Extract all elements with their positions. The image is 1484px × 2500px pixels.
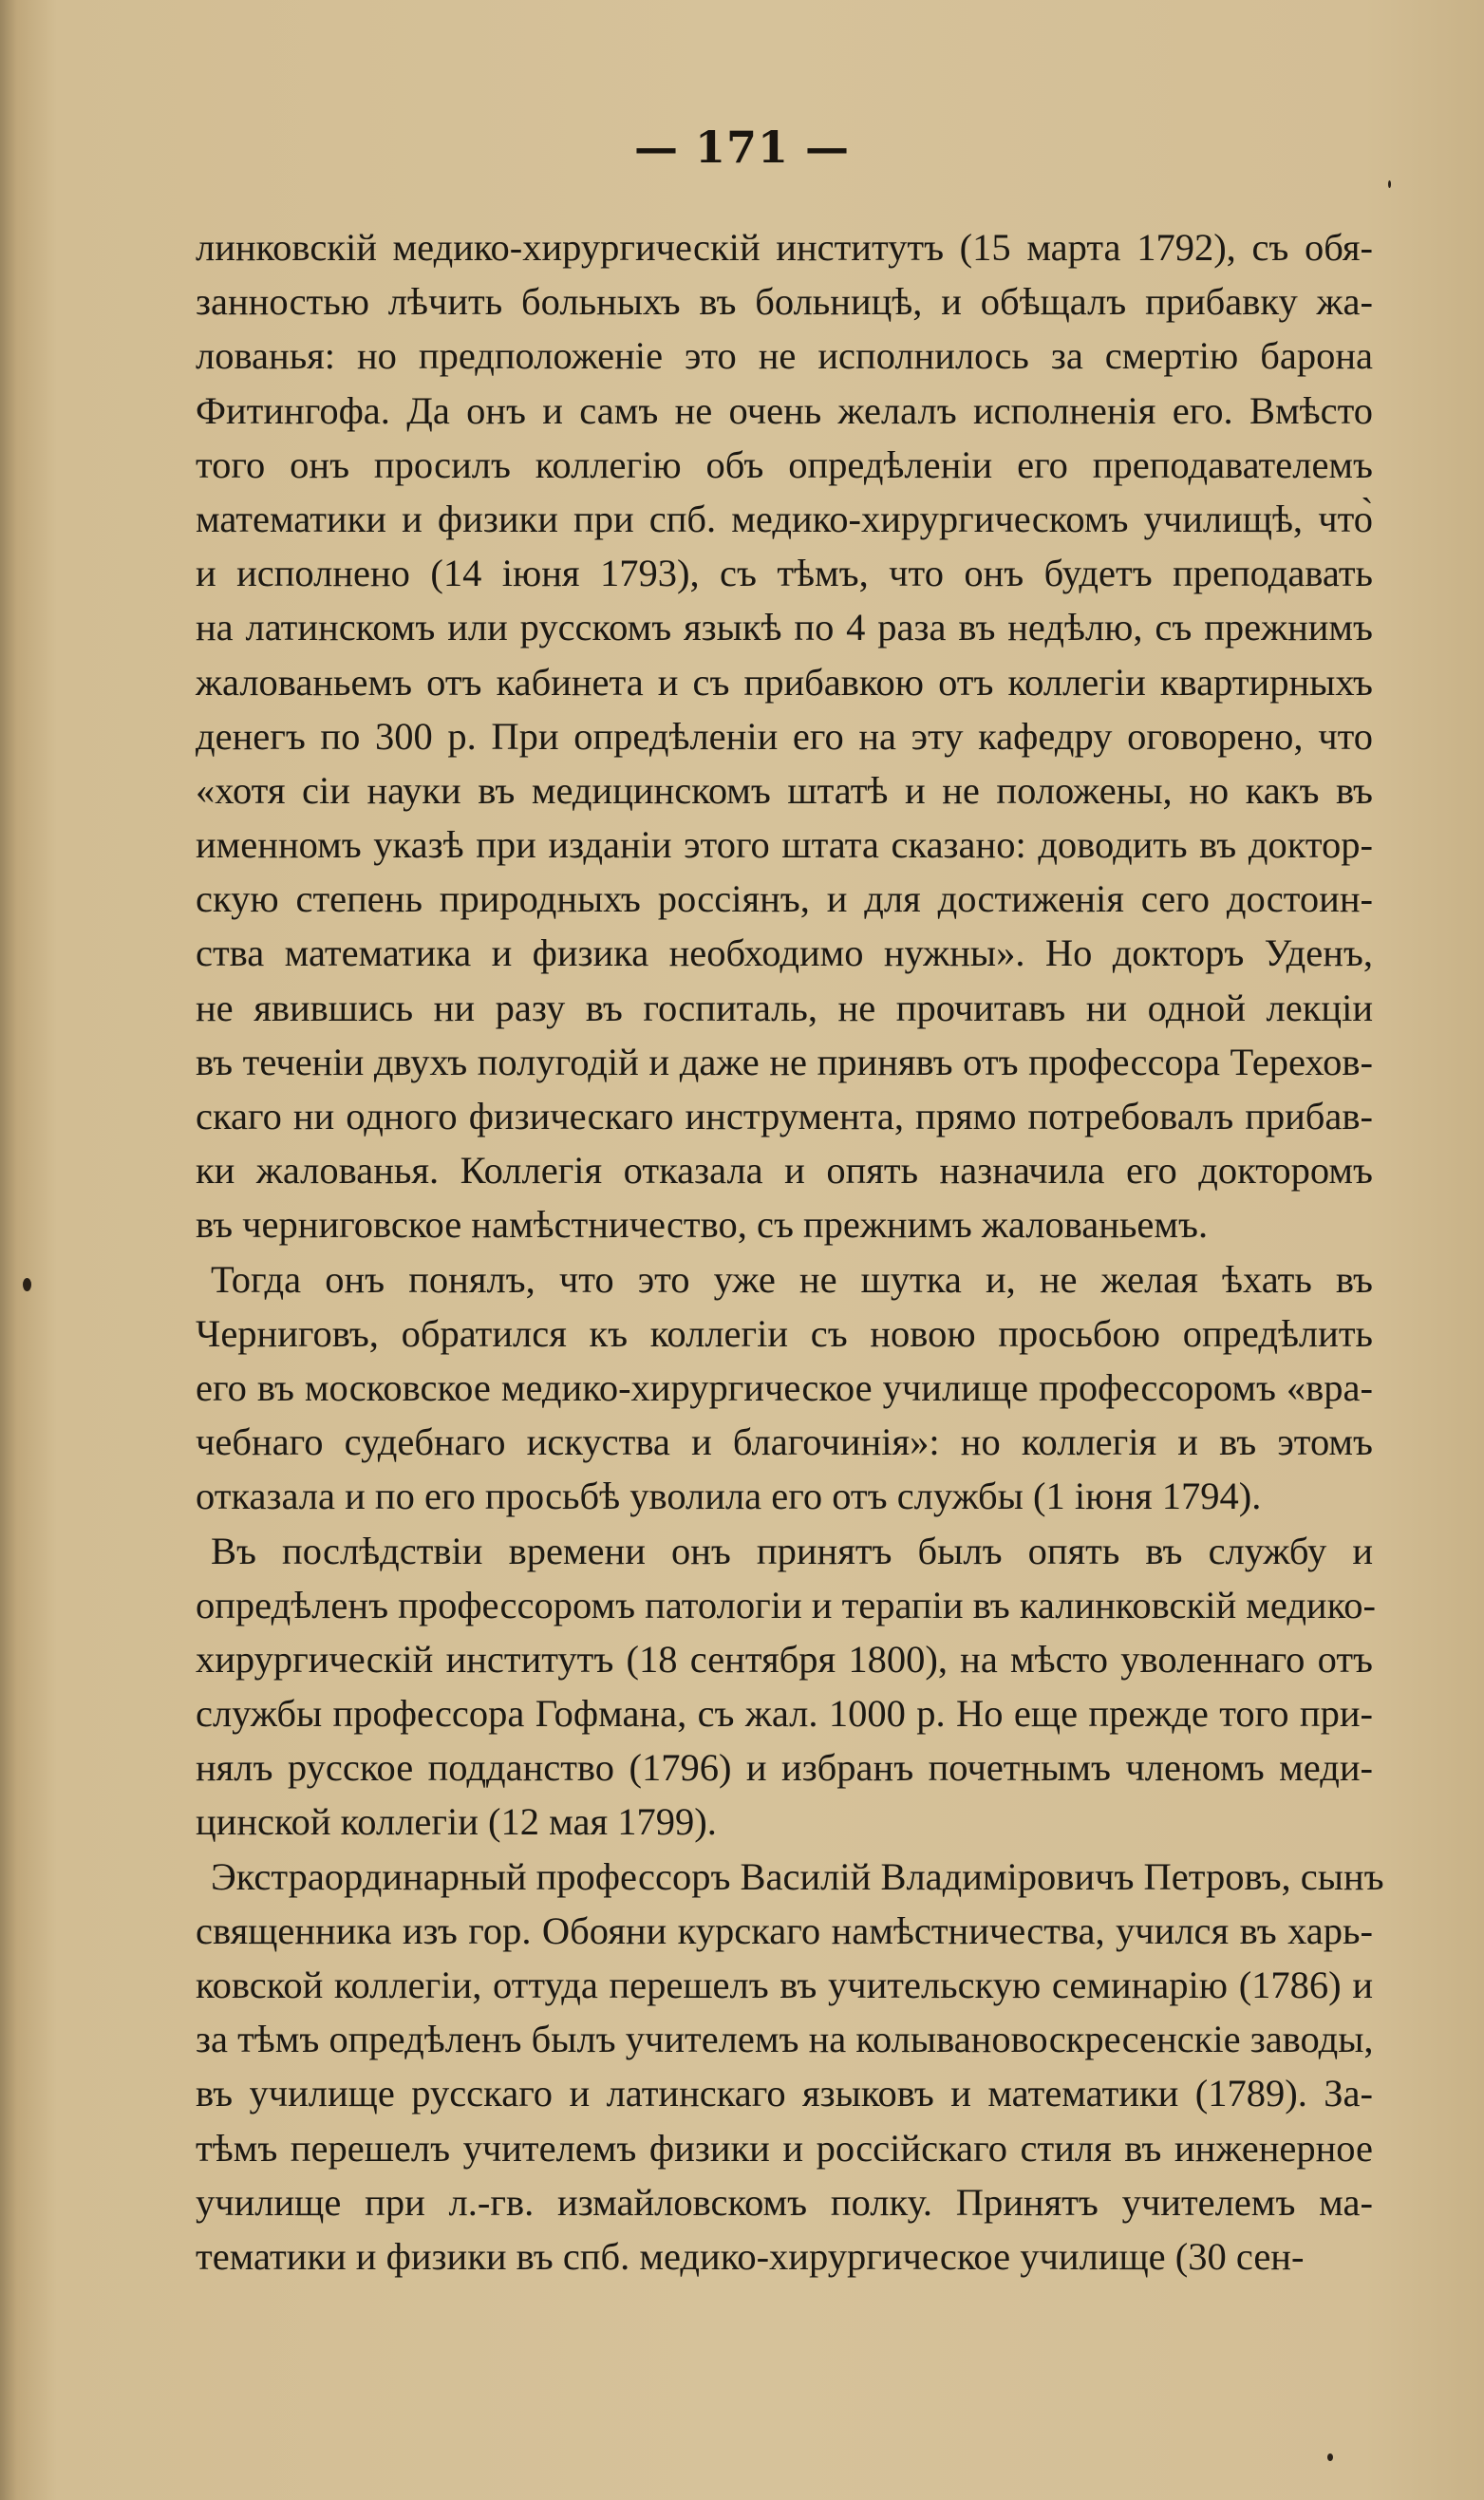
text-line: отказала и по его просьбѣ уволила его отъ службы (1 іюня 1794). (196, 1475, 1262, 1518)
text-line: ки жалованья. Коллегія отказала и опять назначила его докторомъ (196, 1149, 1373, 1193)
text-line: денегъ по 300 р. При опредѣленіи его на эту кафедру оговорено, что (196, 714, 1373, 758)
text-line: Черниговъ, обратился къ коллегіи съ новою просьбою опредѣлить (196, 1311, 1373, 1355)
text-line: опредѣленъ профессоромъ патологіи и терапіи въ калинковскій медико- (196, 1583, 1376, 1626)
text-line: въ черниговское намѣстничество, съ прежнимъ жалованьемъ. (196, 1203, 1209, 1247)
text-line: за тѣмъ опредѣленъ былъ учителемъ на колывановоскресенскіе заводы, (196, 2018, 1374, 2061)
text-line: на латинскомъ или русскомъ языкѣ по 4 раза въ недѣлю, съ прежнимъ (196, 606, 1373, 649)
text-line: священника изъ гор. Обояни курскаго намѣстничества, учился въ харь- (196, 1908, 1373, 1952)
text-line: нялъ русское подданство (1796) и избранъ почетнымъ членомъ меди- (196, 1746, 1373, 1790)
ink-speck (1327, 2453, 1333, 2461)
text-line: ковской коллегіи, оттуда перешелъ въ учительскую семинарію (1786) и (196, 1964, 1373, 2006)
text-line: хирургическій институтъ (18 сентября 1800), на мѣсто уволеннаго отъ (196, 1637, 1373, 1681)
text-line: математики и физики при спб. медико-хирургическомъ училищѣ, что̀ (196, 497, 1373, 540)
text-line: Фитингофа. Да онъ и самъ не очень желалъ исполненія его. Вмѣсто (196, 388, 1373, 432)
text-line: Въ послѣдствіи времени онъ принятъ былъ опять въ службу и (211, 1529, 1373, 1572)
text-line: его въ московское медико-хирургическое училище профессоромъ «вра- (196, 1365, 1373, 1409)
text-line: скую степень природныхъ россіянъ, и для достиженія сего достоин- (196, 877, 1373, 921)
text-line: службы профессора Гофмана, съ жал. 1000 р. Но еще прежде того при- (196, 1692, 1373, 1736)
text-line: ства математика и физика необходимо нужны». Но докторъ Уденъ, (196, 931, 1373, 975)
ink-speck (23, 1278, 31, 1291)
text-line: занностью лѣчить больныхъ въ больницѣ, и обѣщалъ прибавку жа- (196, 280, 1373, 324)
text-line: чебнаго судебнаго искуства и благочинія»: но коллегія и въ этомъ (196, 1420, 1373, 1464)
text-line: въ теченіи двухъ полугодій и даже не принявъ отъ профессора Терехов- (196, 1040, 1373, 1083)
page-number: — 171 — (633, 122, 851, 173)
text-line: Тогда онъ понялъ, что это уже не шутка и, не желая ѣхать въ (211, 1257, 1373, 1301)
text-line: именномъ указѣ при изданіи этого штата сказано: доводить въ доктор- (196, 823, 1373, 867)
text-line: лованья: но предположеніе это не исполнилось за смертію барона (196, 334, 1373, 378)
text-line: скаго ни одного физическаго инструмента, прямо потребовалъ прибав- (196, 1095, 1373, 1137)
text-line: того онъ просилъ коллегію объ опредѣленіи его преподавателемъ (196, 442, 1373, 486)
text-line: тѣмъ перешелъ учителемъ физики и россійскаго стиля въ инженерное (196, 2126, 1373, 2170)
text-line: цинской коллегіи (12 мая 1799). (196, 1800, 717, 1844)
text-line: «хотя сіи науки въ медицинскомъ штатѣ и не положены, но какъ въ (196, 768, 1373, 812)
text-line: тематики и физики въ спб. медико-хирургическое училище (30 сен- (196, 2234, 1305, 2278)
text-line: жалованьемъ отъ кабинета и съ прибавкою отъ коллегіи квартирныхъ (196, 660, 1373, 704)
text-line: и исполнено (14 іюня 1793), съ тѣмъ, что онъ будетъ преподавать (196, 552, 1373, 595)
body-text (196, 220, 1384, 2284)
text-line: училище при л.-гв. измайловскомъ полку. Принятъ учителемъ ма- (196, 2180, 1373, 2224)
text-line: Экстраординарный профессоръ Василій Владиміровичъ Петровъ, сынъ (211, 1854, 1384, 1898)
text-line: не явившись ни разу въ госпиталь, не прочитавъ ни одной лекціи (196, 986, 1373, 1029)
text-line: линковскій медико-хирургическій институтъ (15 марта 1792), съ обя- (196, 226, 1373, 269)
ink-speck (1388, 180, 1391, 188)
text-line: въ училище русскаго и латинскаго языковъ и математики (1789). За- (196, 2072, 1373, 2115)
